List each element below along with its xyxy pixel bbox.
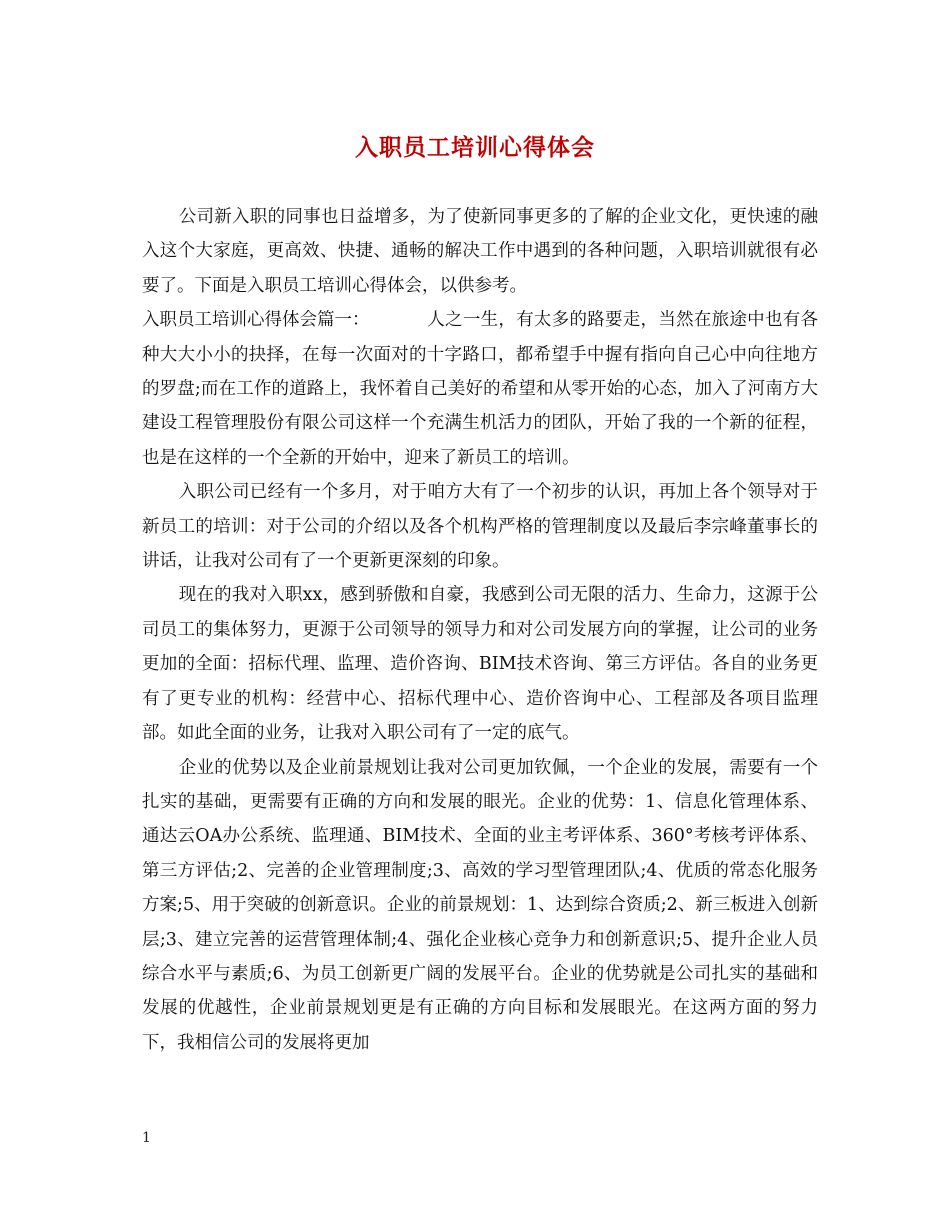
body-paragraph: 企业的优势以及企业前景规划让我对公司更加钦佩，一个企业的发展，需要有一个扎实的基础，更需要有正确的方向和发展的眼光。企业的优势：1、信息化管理体系、通达云OA办公系统、监理通、BIM技术、全面的业主考评体系、360°考核考评体系、第三方评估;2、完善的企业管理制度;3、高效的学习型管理团队;4、优质的常态化服务方案;5、用于突破的创新意识。企业的前景规划：1、达到综合资质;2、新三板进入创新层;3、建立完善的运营管理体制;4、强化企业核心竞争力和创新意识;5、提升企业人员综合水平与素质;6、为员工创新更广阔的发展平台。企业的优势就是公司扎实的基础和发展的优越性，企业前景规划更是有正确的方向目标和发展眼光。在这两方面的努力下，我相信公司的发展将更加 (142, 757, 818, 1053)
document-title: 入职员工培训心得体会 (355, 134, 595, 161)
page-number: 1 (142, 1130, 151, 1146)
body-paragraph: 入职公司已经有一个多月，对于咱方大有了一个初步的认识，再加上各个领导对于新员工的培训：对于公司的介绍以及各个机构严格的管理制度以及最后李宗峰董事长的讲话，让我对公司有了一个更新更深刻的印象。 (142, 482, 818, 572)
section-one-paragraph (142, 303, 818, 475)
document-body (142, 200, 818, 1060)
section-first-text: 人之一生，有太多的路要走，当然在旅途中也有各种大大小小的抉择，在每一次面对的十字路口，都希望手中握有指向自己心中向往地方的罗盘;而在工作的道路上，我怀着自己美好的希望和从零开始的心态，加入了河南方大建设工程管理股份有限公司这样一个充满生机活力的团队，开始了我的一个新的征程，也是在这样的一个全新的开始中，迎来了新员工的培训。 (142, 310, 818, 468)
section-label: 入职员工培训心得体会篇一： (142, 310, 370, 331)
intro-paragraph: 公司新入职的同事也日益增多，为了使新同事更多的了解的企业文化，更快速的融入这个大家庭，更高效、快捷、通畅的解决工作中遇到的各种问题，入职培训就很有必要了。下面是入职员工培训心得体会，以供参考。 (142, 207, 818, 296)
body-paragraph: 现在的我对入职xx，感到骄傲和自豪，我感到公司无限的活力、生命力，这源于公司员工的集体努力，更源于公司领导的领导力和对公司发展方向的掌握，让公司的业务更加的全面：招标代理、监理、造价咨询、BIM技术咨询、第三方评估。各自的业务更有了更专业的机构：经营中心、招标代理中心、造价咨询中心、工程部及各项目监理部。如此全面的业务，让我对入职公司有了一定的底气。 (142, 585, 818, 744)
